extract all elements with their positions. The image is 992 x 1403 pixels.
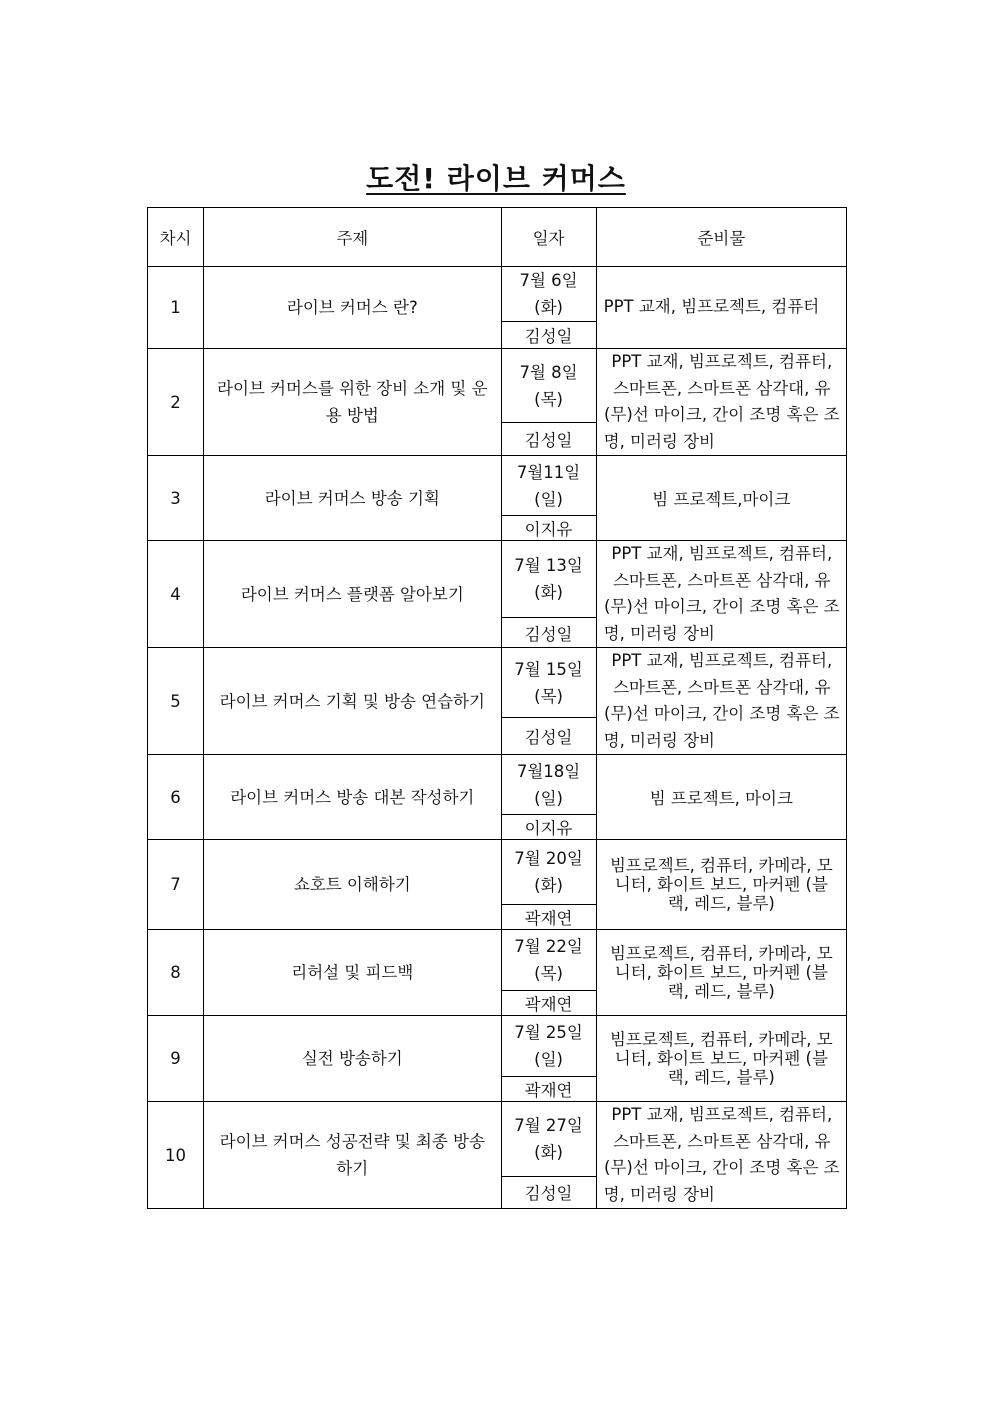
session-date: 7월 25일 (일) — [501, 1016, 596, 1077]
session-instructor: 곽재연 — [501, 1077, 596, 1102]
session-materials: PPT 교재, 빔프로젝트, 컴퓨터, 스마트폰, 스마트폰 삼각대, 유(무)선 마이크, 간이 조명 혹은 조명, 미러링 장비 — [596, 541, 846, 648]
session-date: 7월 22일 (목) — [501, 930, 596, 991]
session-materials: PPT 교재, 빔프로젝트, 컴퓨터, 스마트폰, 스마트폰 삼각대, 유(무)선 마이크, 간이 조명 혹은 조명, 미러링 장비 — [596, 1102, 846, 1209]
session-no: 4 — [148, 541, 204, 648]
session-topic: 쇼호트 이해하기 — [204, 840, 501, 930]
table-row — [148, 840, 847, 905]
session-topic: 라이브 커머스를 위한 장비 소개 및 운용 방법 — [204, 349, 501, 456]
header-row — [148, 208, 847, 267]
table-row — [148, 541, 847, 618]
session-topic: 리허설 및 피드백 — [204, 930, 501, 1016]
session-no: 6 — [148, 755, 204, 840]
session-no: 1 — [148, 267, 204, 349]
header-topic: 주제 — [204, 208, 501, 267]
session-topic: 라이브 커머스 기획 및 방송 연습하기 — [204, 648, 501, 755]
session-materials: 빔프로젝트, 컴퓨터, 카메라, 모니터, 화이트 보드, 마커펜 (블랙, 레드, 블루) — [596, 840, 846, 930]
session-materials: PPT 교재, 빔프로젝트, 컴퓨터 — [596, 267, 846, 349]
page-title-text: 도전! 라이브 커머스 — [366, 162, 626, 195]
session-materials: PPT 교재, 빔프로젝트, 컴퓨터, 스마트폰, 스마트폰 삼각대, 유(무)선 마이크, 간이 조명 혹은 조명, 미러링 장비 — [596, 349, 846, 456]
session-no: 8 — [148, 930, 204, 1016]
session-instructor: 곽재연 — [501, 991, 596, 1016]
session-date: 7월 27일 (화) — [501, 1102, 596, 1177]
session-topic: 실전 방송하기 — [204, 1016, 501, 1102]
session-materials: 빔프로젝트, 컴퓨터, 카메라, 모니터, 화이트 보드, 마커펜 (블랙, 레드, 블루) — [596, 1016, 846, 1102]
header-date: 일자 — [501, 208, 596, 267]
session-instructor: 곽재연 — [501, 905, 596, 930]
session-no: 3 — [148, 456, 204, 541]
page-title — [0, 157, 992, 197]
session-date: 7월 8일 (목) — [501, 349, 596, 423]
table-row — [148, 930, 847, 991]
session-materials: 빔 프로젝트, 마이크 — [596, 755, 846, 840]
session-instructor: 김성일 — [501, 322, 596, 349]
session-topic: 라이브 커머스 플랫폼 알아보기 — [204, 541, 501, 648]
session-no: 10 — [148, 1102, 204, 1209]
session-materials: 빔 프로젝트,마이크 — [596, 456, 846, 541]
session-topic: 라이브 커머스 방송 기획 — [204, 456, 501, 541]
session-instructor: 이지유 — [501, 815, 596, 840]
table-row — [148, 267, 847, 322]
session-topic: 라이브 커머스 방송 대본 작성하기 — [204, 755, 501, 840]
session-instructor: 김성일 — [501, 423, 596, 456]
session-instructor: 김성일 — [501, 718, 596, 755]
table-row — [148, 456, 847, 516]
session-materials: PPT 교재, 빔프로젝트, 컴퓨터, 스마트폰, 스마트폰 삼각대, 유(무)선 마이크, 간이 조명 혹은 조명, 미러링 장비 — [596, 648, 846, 755]
session-topic: 라이브 커머스 성공전략 및 최종 방송하기 — [204, 1102, 501, 1209]
table-row — [148, 349, 847, 423]
session-instructor: 김성일 — [501, 618, 596, 648]
session-no: 9 — [148, 1016, 204, 1102]
schedule-table — [147, 207, 847, 1209]
session-date: 7월 6일 (화) — [501, 267, 596, 322]
table-row — [148, 1016, 847, 1077]
table-row — [148, 648, 847, 718]
header-no: 차시 — [148, 208, 204, 267]
session-no: 2 — [148, 349, 204, 456]
session-instructor: 이지유 — [501, 516, 596, 541]
session-no: 5 — [148, 648, 204, 755]
session-topic: 라이브 커머스 란? — [204, 267, 501, 349]
session-date: 7월18일 (일) — [501, 755, 596, 815]
session-date: 7월 13일 (화) — [501, 541, 596, 618]
table-row — [148, 755, 847, 815]
session-date: 7월 15일 (목) — [501, 648, 596, 718]
table-row — [148, 1102, 847, 1177]
session-no: 7 — [148, 840, 204, 930]
session-date: 7월 20일 (화) — [501, 840, 596, 905]
header-materials: 준비물 — [596, 208, 846, 267]
session-instructor: 김성일 — [501, 1176, 596, 1208]
session-materials: 빔프로젝트, 컴퓨터, 카메라, 모니터, 화이트 보드, 마커펜 (블랙, 레드, 블루) — [596, 930, 846, 1016]
session-date: 7월11일 (일) — [501, 456, 596, 516]
